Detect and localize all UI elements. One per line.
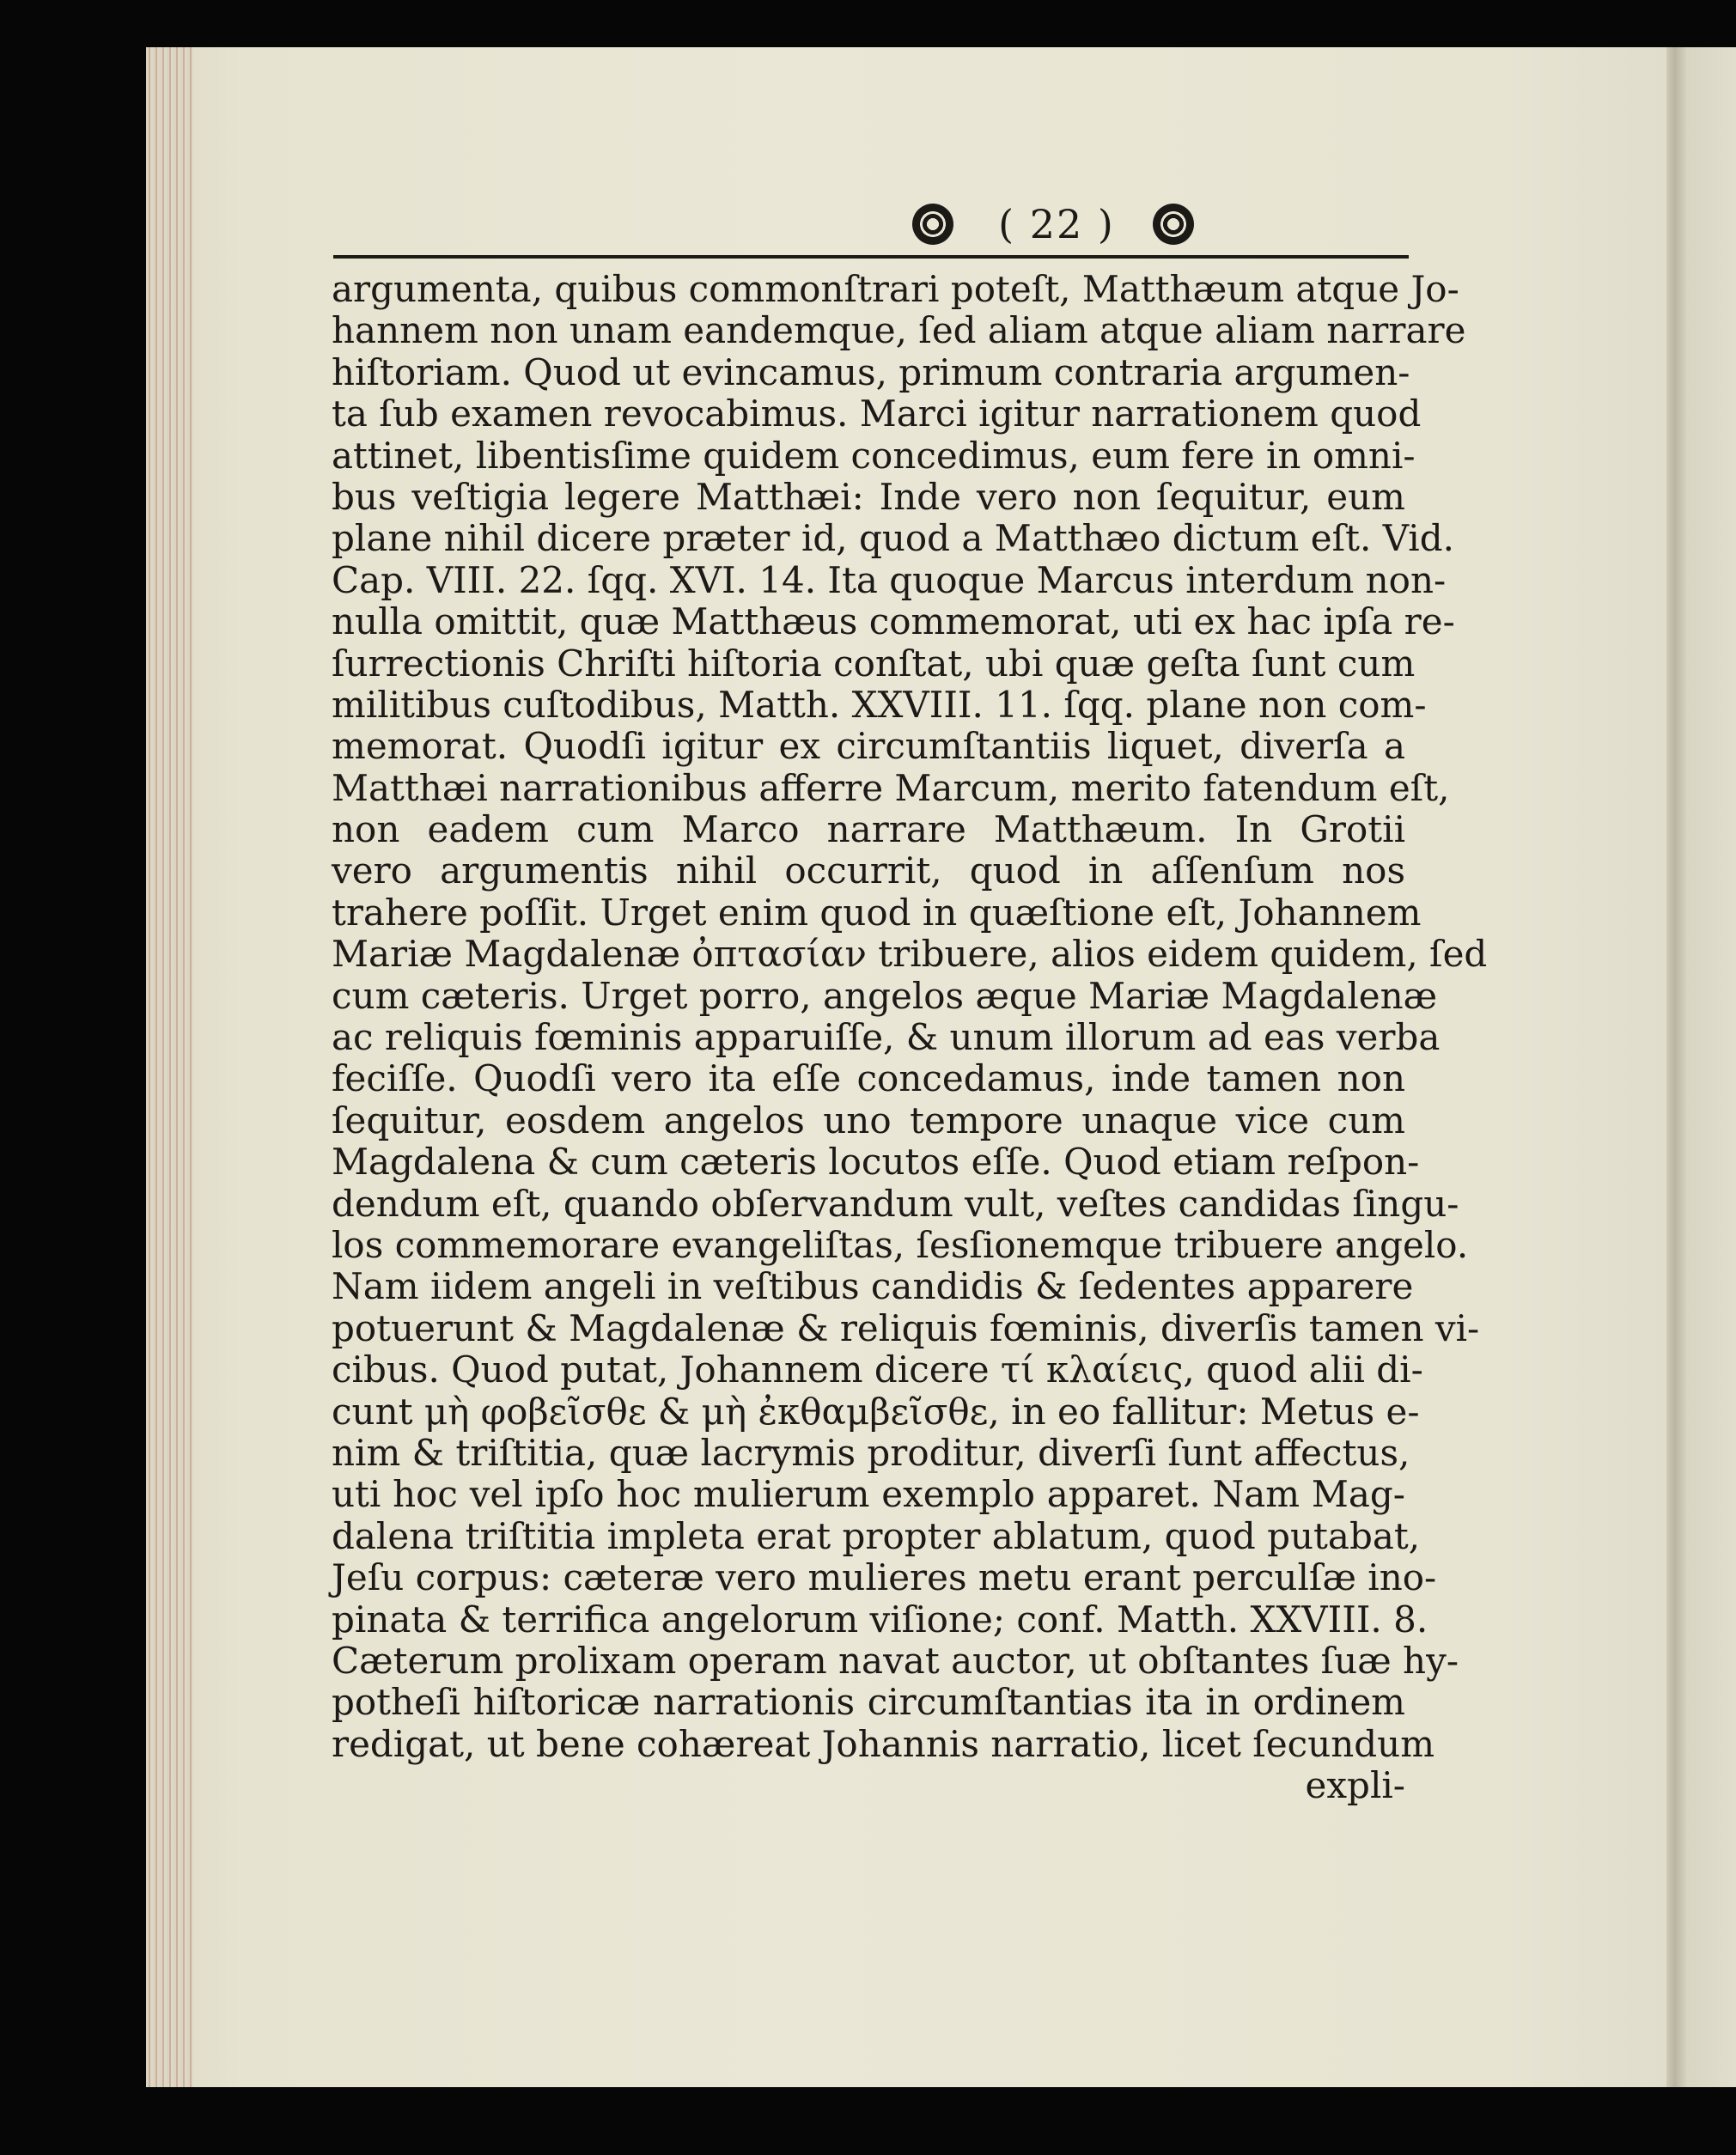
text-line: uti hoc vel ipſo hoc mulierum exemplo apparet. Nam Mag-	[332, 1473, 1405, 1516]
text-line: Nam iidem angeli in veſtibus candidis & ſedentes apparere	[332, 1265, 1414, 1308]
body-text	[332, 268, 1488, 1807]
text-line: cibus. Quod putat, Johannem dicere τί κλαίεις, quod alii di-	[332, 1348, 1423, 1391]
text-line: hiſtoriam. Quod ut evincamus, primum contraria argumen-	[332, 350, 1410, 393]
header-rule	[333, 255, 1409, 259]
text-line: feciſſe. Quodſi vero ita eſſe concedamus, inde tamen non	[332, 1057, 1405, 1100]
text-line: potuerunt & Magdalenæ & reliquis fœminis, diverſis tamen vi-	[332, 1306, 1480, 1349]
text-line: Cap. VIII. 22. ſqq. XVI. 14. Ita quoque Marcus interdum non-	[332, 558, 1447, 601]
text-line: cum cæteris. Urget porro, angelos æque Mariæ Magdalenæ	[332, 974, 1438, 1017]
text-line: los commemorare evangeliſtas, ſesſionemque tribuere angelo.	[332, 1223, 1469, 1266]
text-line: nim & triſtitia, quæ lacrymis proditur, diverſi ſunt affectus,	[332, 1431, 1410, 1474]
text-line: militibus cuſtodibus, Matth. XXVIII. 11. ſqq. plane non com-	[332, 683, 1427, 726]
page-edge	[146, 47, 193, 2087]
text-line: memorat. Quodſi igitur ex circumſtantiis liquet, diverſa a	[332, 725, 1405, 768]
text-line: pinata & terrifica angelorum viſione; conf. Matth. XXVIII. 8.	[332, 1598, 1428, 1641]
text-line: dalena triſtitia impleta erat propter ablatum, quod putabat,	[332, 1514, 1421, 1557]
text-line: argumenta, quibus commonſtrari poteſt, Matthæum atque Jo-	[332, 268, 1459, 310]
running-header	[332, 185, 1603, 253]
text-line: bus veſtigia legere Matthæi: Inde vero non ſequitur, eum	[332, 475, 1405, 518]
text-line: redigat, ut bene cohæreat Johannis narratio, licet ſecundum	[332, 1722, 1435, 1765]
page-number: ( 22 )	[998, 201, 1115, 247]
text-line: plane nihil dicere præter id, quod a Matthæo dictum eſt. Vid.	[332, 517, 1454, 560]
text-line: ſequitur, eosdem angelos uno tempore unaque vice cum	[332, 1099, 1405, 1141]
text-line: dendum eſt, quando obſervandum vult, veſtes candidas ſingu-	[332, 1182, 1459, 1225]
book-gutter	[1666, 47, 1736, 2087]
text-line: nulla omittit, quæ Matthæus commemorat, uti ex hac ipſa re-	[332, 600, 1455, 643]
text-line: Mariæ Magdalenæ ὀπτασίαν tribuere, alios eidem quidem, ſed	[332, 933, 1488, 976]
text-line: non eadem cum Marco narrare Matthæum. In Grotii	[332, 808, 1405, 851]
catchword: expli-	[1305, 1764, 1405, 1807]
text-line: Magdalena & cum cæteris locutos eſſe. Quod etiam reſpon-	[332, 1141, 1420, 1184]
text-line: ta ſub examen revocabimus. Marci igitur narrationem quod	[332, 393, 1422, 435]
text-line: ac reliquis fœminis apparuiſſe, & unum illorum ad eas verba	[332, 1016, 1441, 1059]
text-line: potheſi hiſtoricæ narrationis circumſtantias ita in ordinem	[332, 1681, 1405, 1724]
text-line: attinet, libentisſime quidem concedimus, eum fere in omni-	[332, 434, 1416, 477]
text-line: trahere poſſit. Urget enim quod in quæſtione eſt, Johannem	[332, 891, 1422, 934]
text-line: cunt μὴ φοβεῖσθε & μὴ ἐκθαμβεῖσθε, in eo fallitur: Metus e-	[332, 1390, 1420, 1433]
rosette-ornament-right-icon	[1153, 204, 1194, 245]
page-content	[332, 185, 1603, 1988]
rosette-ornament-left-icon	[912, 204, 953, 245]
text-line: ſurrectionis Chriſti hiſtoria conſtat, ubi quæ geſta ſunt cum	[332, 642, 1416, 685]
text-line: Cæterum prolixam operam navat auctor, ut obſtantes ſuæ hy-	[332, 1639, 1459, 1682]
text-line: Jeſu corpus: cæteræ vero mulieres metu erant perculſæ ino-	[332, 1556, 1437, 1599]
text-line: Matthæi narrationibus afferre Marcum, merito fatendum eſt,	[332, 766, 1450, 809]
text-line: hannem non unam eandemque, ſed aliam atque aliam narrare	[332, 309, 1466, 352]
text-line: vero argumentis nihil occurrit, quod in aſſenſum nos	[332, 849, 1405, 892]
